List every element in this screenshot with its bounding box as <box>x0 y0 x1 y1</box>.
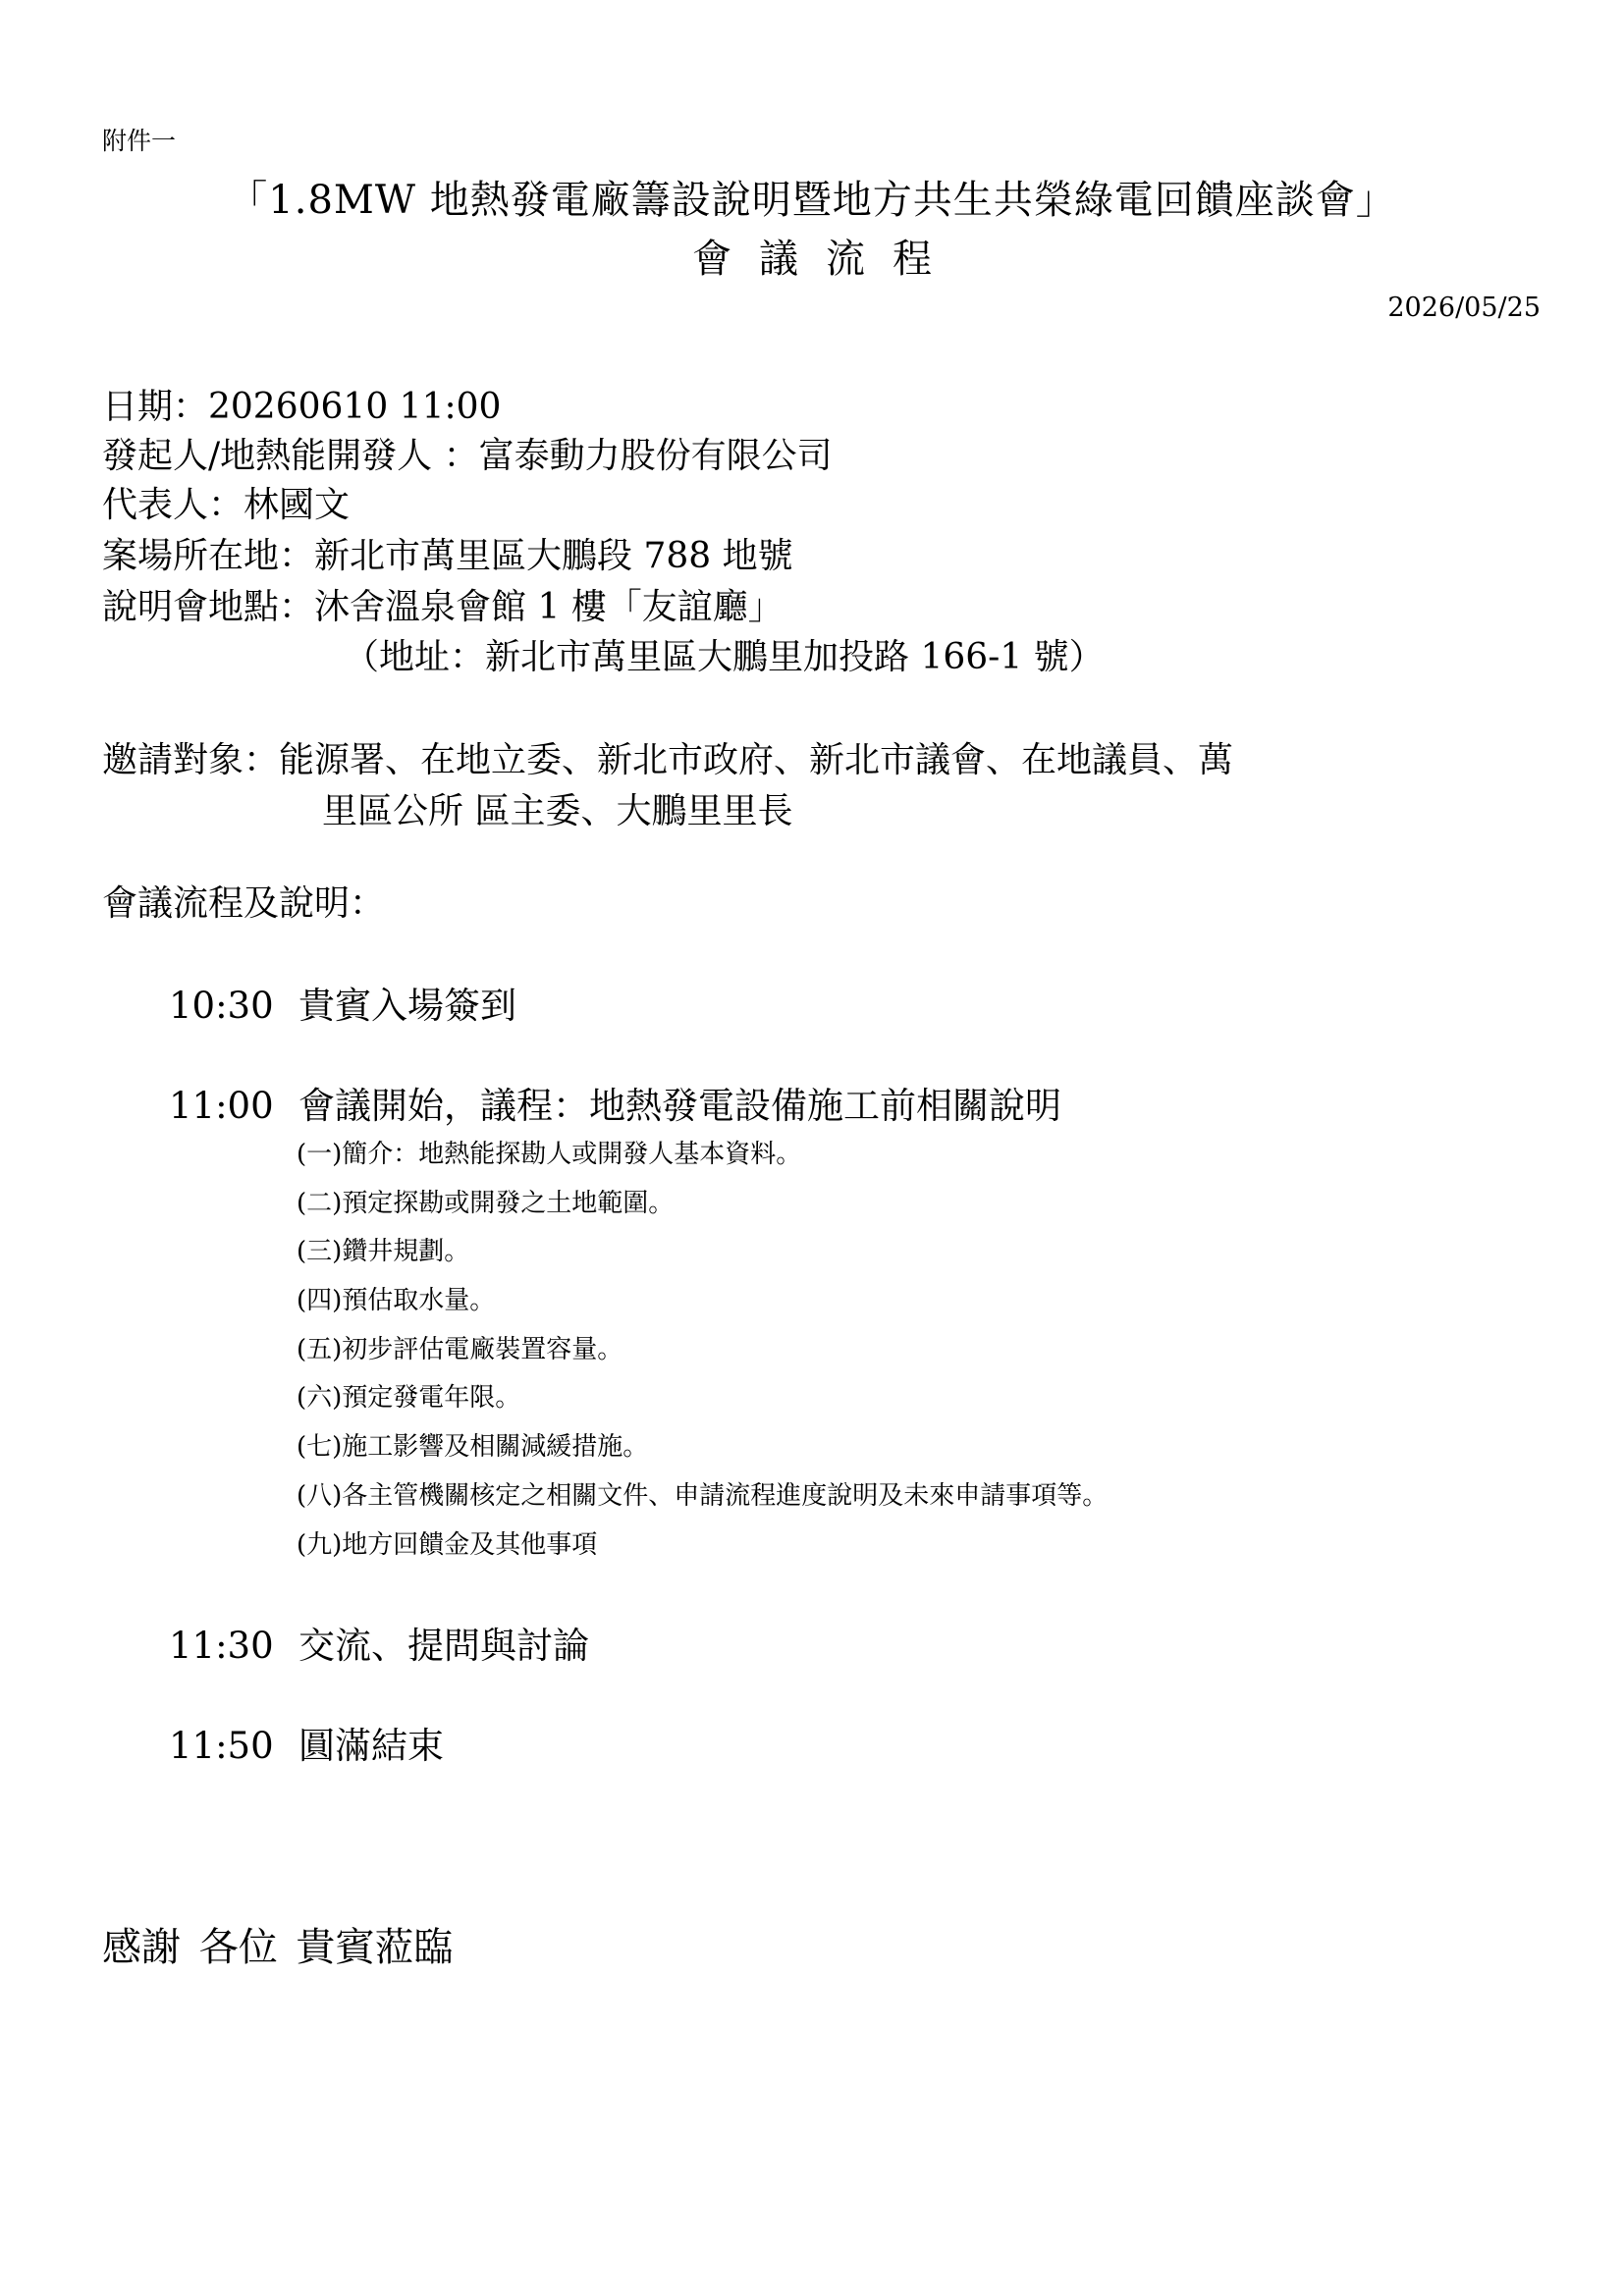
document-title: 「1.8MW 地熱發電廠籌設說明暨地方共生共榮綠電回饋座談會」 <box>228 178 1396 223</box>
agenda-sub-item: (五)初步評估電廠裝置容量。 <box>297 1335 623 1364</box>
agenda-sub-item: (七)施工影響及相關減緩措施。 <box>297 1432 649 1462</box>
agenda-time: 11:30 <box>169 1625 274 1667</box>
agenda-time: 10:30 <box>169 985 274 1027</box>
attachment-label: 附件一 <box>102 127 177 155</box>
agenda-item <box>169 1616 589 1669</box>
agenda-item <box>169 1076 1061 1129</box>
agenda-text: 圓滿結束 <box>298 1725 444 1767</box>
agenda-item <box>169 976 516 1029</box>
meeting-date: 日期：20260610 11:00 <box>102 387 502 427</box>
agenda-sub-item: (六)預定發電年限。 <box>297 1383 521 1413</box>
agenda-time: 11:50 <box>169 1725 274 1767</box>
agenda-sub-item: (四)預估取水量。 <box>297 1286 496 1315</box>
agenda-text: 交流、提問與討論 <box>298 1625 589 1667</box>
meeting-representative: 代表人：林國文 <box>102 485 351 525</box>
closing-message: 感謝 各位 貴賓蒞臨 <box>102 1925 454 1970</box>
agenda-sub-item: (一)簡介：地熱能探勘人或開發人基本資料。 <box>297 1140 802 1169</box>
agenda-sub-item: (三)鑽井規劃。 <box>297 1237 470 1266</box>
agenda-sub-item: (二)預定探勘或開發之土地範圍。 <box>297 1189 675 1218</box>
document-date: 2026/05/25 <box>1387 293 1541 323</box>
agenda-heading: 會議流程及說明： <box>102 883 386 924</box>
agenda-text: 會議開始，議程：地熱發電設備施工前相關說明 <box>298 1085 1061 1127</box>
invitees-line-2: 里區公所 區主委、大鵬里里長 <box>322 791 793 831</box>
agenda-sub-item: (九)地方回饋金及其他事項 <box>297 1530 598 1560</box>
invitees-line-1: 邀請對象：能源署、在地立委、新北市政府、新北市議會、在地議員、萬 <box>102 740 1234 780</box>
agenda-item <box>169 1716 444 1769</box>
meeting-initiator: 發起人/地熱能開發人 ：富泰動力股份有限公司 <box>102 436 833 476</box>
agenda-text: 貴賓入場簽到 <box>298 985 516 1027</box>
venue-address: （地址：新北市萬里區大鵬里加投路 166-1 號） <box>344 637 1105 677</box>
agenda-sub-item: (八)各主管機關核定之相關文件、申請流程進度說明及未來申請事項等。 <box>297 1481 1109 1511</box>
document-subtitle: 會議流程 <box>692 237 959 282</box>
project-site: 案場所在地：新北市萬里區大鵬段 788 地號 <box>102 536 793 576</box>
meeting-venue: 說明會地點：沐舍溫泉會館 1 樓「友誼廳」 <box>102 587 784 627</box>
agenda-time: 11:00 <box>169 1085 274 1127</box>
